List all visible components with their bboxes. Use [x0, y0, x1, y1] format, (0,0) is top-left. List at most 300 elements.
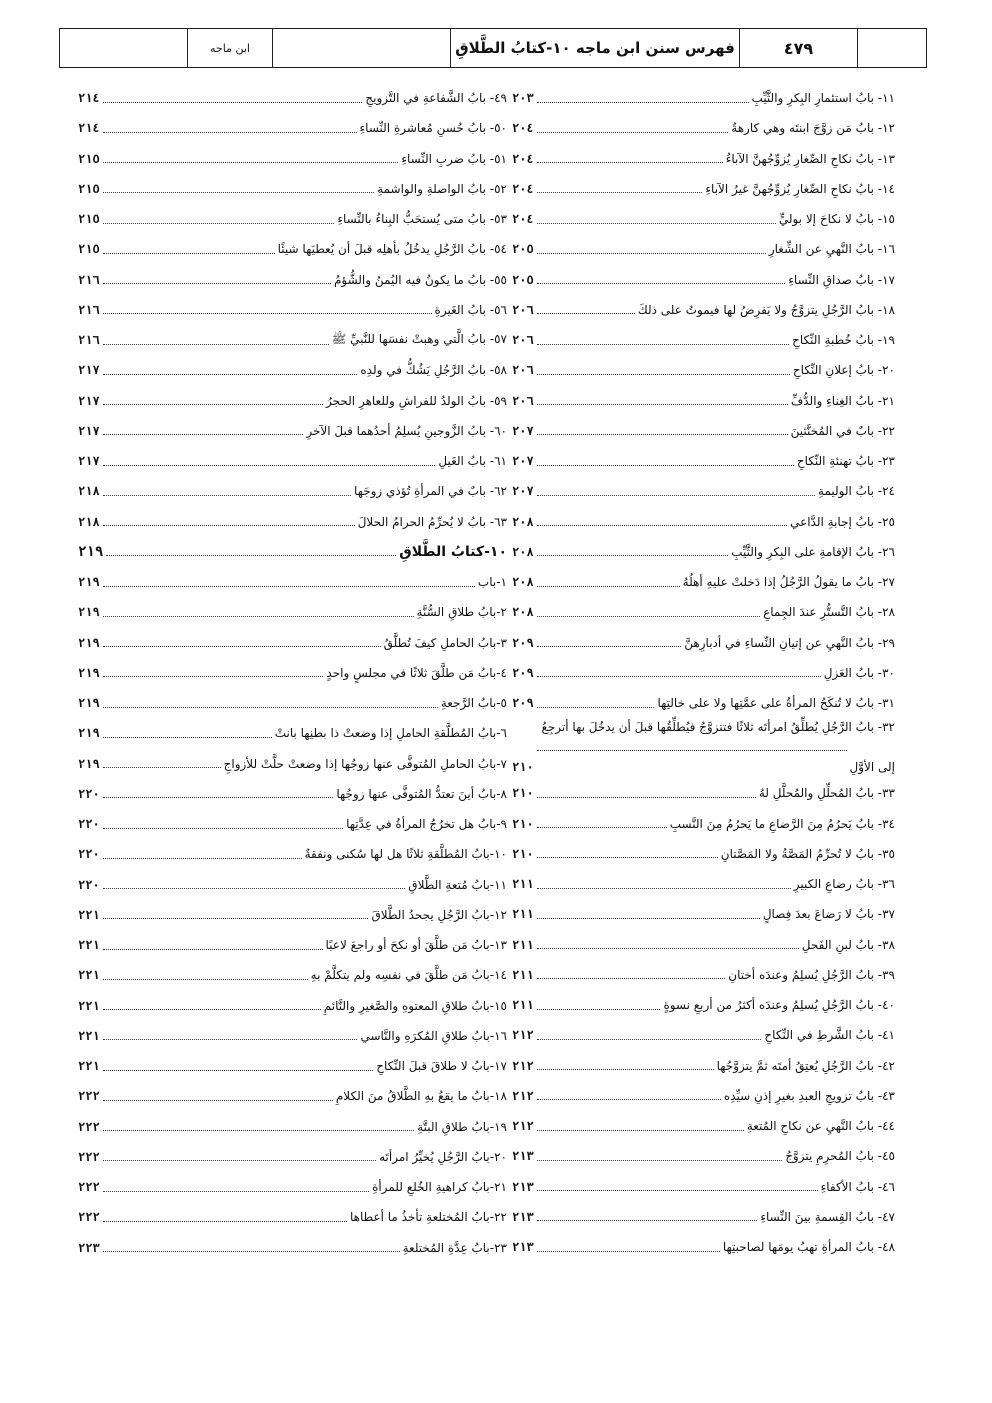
dot-leader	[537, 374, 790, 375]
toc-entry-page: ٢١٥	[78, 242, 100, 257]
toc-entry	[512, 416, 895, 446]
toc-entry-page: ٢٠٨	[512, 544, 534, 559]
toc-entry-title: ٢١- بابُ الغِناءِ والدُّفِّ	[790, 393, 895, 408]
toc-entry	[512, 718, 895, 778]
dot-leader	[103, 404, 323, 405]
toc-entry-page: ٢١٥	[78, 181, 100, 196]
dot-leader	[537, 1099, 721, 1100]
dot-leader	[103, 1100, 333, 1101]
toc-entry-page: ٢٠٣	[512, 91, 534, 106]
toc-entry	[512, 778, 895, 808]
toc-entry	[78, 416, 507, 446]
toc-entry	[78, 265, 507, 295]
toc-entry	[78, 900, 507, 930]
toc-entry	[78, 991, 507, 1021]
toc-entry-page: ٢١٦	[78, 272, 100, 287]
toc-entry	[512, 960, 895, 990]
toc-entry	[512, 295, 895, 325]
toc-entry	[512, 386, 895, 416]
toc-entry-title: ٢٨- بابُ التَّستُّرِ عندَ الجِماعِ	[763, 605, 895, 620]
toc-entry-title: ١٦-بابُ طلاقِ المُكرَهِ والنَّاسي	[360, 1028, 507, 1043]
dot-leader	[537, 253, 766, 254]
toc-entry	[512, 899, 895, 929]
toc-column-left	[78, 83, 507, 1263]
toc-entry	[512, 1232, 895, 1262]
toc-column-right	[512, 83, 895, 1262]
toc-entry	[512, 537, 895, 567]
toc-entry-title: ٤٩- بابُ الشَّفاعةِ في التَّزويجِ	[365, 91, 507, 106]
toc-entry	[78, 83, 507, 113]
toc-entry-title: ١٠-كتابُ الطَّلاقِ	[399, 543, 507, 560]
toc-entry-page: ٢١٤	[78, 121, 100, 136]
toc-entry-page: ٢١٢	[512, 1058, 534, 1073]
toc-entry-page: ٢٢١	[78, 968, 100, 983]
toc-entry-page: ٢٠٦	[512, 393, 534, 408]
dot-leader	[103, 979, 308, 980]
toc-entry-page: ٢٠٤	[512, 212, 534, 227]
dot-leader	[103, 495, 351, 496]
toc-entry	[512, 658, 895, 688]
toc-entry-title: ٣٦- بابُ رضاعِ الكبيرِ	[793, 877, 895, 892]
toc-entry-title: ٨-بابُ أينَ تعتدُّ المُتوفَّى عنها زوجُها	[336, 786, 507, 801]
toc-entry-title: ٦-بابُ المُطلَّقةِ الحاملِ إذا وضعتْ ذا بطنِها بانتْ	[274, 726, 507, 741]
toc-entry-page: ٢١٩	[78, 756, 100, 771]
toc-entry-title: ٤٠- بابُ الرَّجُلِ يُسلِمُ وعندَه أكثرُ من أربعِ نسوةٍ	[663, 998, 895, 1013]
toc-entry-title: ٢٩- بابُ النَّهيِ عن إتيانِ النِّساءِ في أدبارِهنَّ	[684, 635, 895, 650]
dot-leader	[103, 465, 436, 466]
dot-leader	[537, 948, 799, 949]
toc-entry-page: ٢٢٢	[78, 1089, 100, 1104]
toc-entry-title: ٣٢- بابُ الرَّجُلِ يُطلِّقُ امرأتَه ثلاثًا فتتزوَّجُ فيُطلِّقُها قبلَ أن يدخُلَ بها أترجِعُ	[541, 720, 895, 735]
toc-entry	[512, 1081, 895, 1111]
toc-entry-page: ٢١١	[512, 907, 534, 922]
toc-entry	[78, 204, 507, 234]
toc-entry	[78, 174, 507, 204]
toc-entry	[78, 446, 507, 476]
toc-entry-page: ٢٠٦	[512, 363, 534, 378]
dot-leader	[537, 1009, 661, 1010]
dot-leader	[537, 223, 776, 224]
toc-entry	[512, 930, 895, 960]
dot-leader	[537, 676, 821, 677]
toc-entry-title: ٤٨- بابُ المرأةِ تهبُ يومَها لصاحبتِها	[722, 1240, 895, 1255]
toc-entry-title: ١٧- بابُ صداقِ النِّساءِ	[788, 272, 895, 287]
toc-entry	[78, 658, 507, 688]
toc-entry-page: ٢٠٥	[512, 242, 534, 257]
toc-entry	[78, 688, 507, 718]
toc-entry-page: ٢٢٢	[78, 1119, 100, 1134]
toc-entry	[78, 386, 507, 416]
toc-entry-title: ١٦- بابُ النَّهيِ عن الشِّغارِ	[768, 242, 895, 257]
dot-leader	[103, 434, 304, 435]
dot-leader	[537, 404, 788, 405]
dot-leader	[537, 1130, 744, 1131]
toc-entry-title: ١٠-بابُ المُطلَّقةِ ثلاثًا هل لها سُكنى ونفقةٌ	[304, 847, 507, 862]
toc-entry	[512, 1111, 895, 1141]
toc-entry-page: ٢١٧	[78, 393, 100, 408]
toc-entry-title: ١١-بابُ مُتعةِ الطَّلاقِ	[408, 877, 507, 892]
toc-entry-page: ٢١٥	[78, 212, 100, 227]
toc-entry-title: ٦١- بابُ الغَيلِ	[438, 454, 507, 469]
toc-entry	[512, 628, 895, 658]
toc-entry-title: ١١- بابُ استئمارِ البِكرِ والثَّيِّبِ	[751, 91, 895, 106]
toc-entry	[512, 476, 895, 506]
toc-entry-page: ٢١٩	[78, 575, 100, 590]
toc-entry-page: ٢٠٥	[512, 272, 534, 287]
dot-leader	[103, 676, 324, 677]
toc-entry	[512, 990, 895, 1020]
toc-entry	[78, 355, 507, 385]
toc-entry-title: ٩-بابُ هل تخرُجُ المرأةُ في عِدَّتِها	[346, 817, 507, 832]
toc-entry	[78, 567, 507, 597]
toc-entry-page: ٢٠٤	[512, 181, 534, 196]
toc-entry	[512, 355, 895, 385]
toc-entry	[78, 1051, 507, 1081]
toc-entry-title: ٢٥- بابُ إجابةِ الدَّاعي	[790, 514, 895, 529]
dot-leader	[103, 253, 275, 254]
toc-entry	[78, 870, 507, 900]
toc-entry-page: ٢١٠	[512, 760, 534, 775]
header-cell-empty-left	[60, 29, 187, 67]
dot-leader	[103, 1160, 376, 1161]
toc-entry-title: ١٢-بابُ الرَّجُلِ يجحدُ الطَّلاقَ	[371, 907, 507, 922]
toc-entry	[512, 688, 895, 718]
dot-leader	[103, 1130, 414, 1131]
toc-entry-title: ٢٤- بابُ الوليمةِ	[818, 484, 895, 499]
toc-entry-page: ٢١٥	[78, 151, 100, 166]
toc-entry-page: ٢٠٤	[512, 151, 534, 166]
toc-entry-title: ٣٥- بابُ لا تُحرِّمُ المَصَّةُ ولا المَصَّتانِ	[720, 846, 895, 861]
dot-leader	[103, 102, 363, 103]
toc-entry-title: ٥٤- بابُ الرَّجُلِ يدخُلُ بأهلِه قبلَ أن يُعطيَها شيئًا	[277, 242, 507, 257]
toc-entry-title: ٣٨- بابُ لبنِ الفَحلِ	[801, 937, 895, 952]
toc-entry	[78, 930, 507, 960]
dot-leader	[537, 707, 655, 708]
toc-entry-title: ٥٦- بابُ الغَيرةِ	[434, 302, 507, 317]
dot-leader	[106, 555, 396, 556]
dot-leader	[537, 162, 723, 163]
dot-leader	[103, 1221, 347, 1222]
dot-leader	[537, 586, 680, 587]
dot-leader	[537, 283, 786, 284]
toc-entry-page: ٢٢٢	[78, 1149, 100, 1164]
toc-entry-page: ٢٠٩	[512, 635, 534, 650]
toc-entry-page: ٢٢١	[78, 1028, 100, 1043]
dot-leader	[537, 616, 760, 617]
toc-entry	[512, 1141, 895, 1171]
toc-entry-page: ٢٢١	[78, 938, 100, 953]
toc-entry-title: ٢-بابُ طلاقِ السُّنَّةِ	[416, 605, 507, 620]
dot-leader	[103, 949, 323, 950]
toc-entry-page: ٢١١	[512, 937, 534, 952]
dot-leader	[537, 750, 847, 751]
toc-entry-title: ١٤- بابُ نكاحِ الصِّغارِ يُزوِّجُهنَّ غيرُ الآباءِ	[705, 181, 895, 196]
toc-entry-page: ٢١١	[512, 967, 534, 982]
toc-entry-title: ٥٠- بابُ حُسنِ مُعاشرةِ النِّساءِ	[359, 121, 507, 136]
toc-entry-page: ٢٠٨	[512, 514, 534, 529]
toc-entry	[78, 144, 507, 174]
toc-entry-title: ٦٢- بابٌ في المرأةِ تُؤذي زوجَها	[354, 484, 507, 499]
toc-entry	[78, 749, 507, 779]
dot-leader	[537, 525, 787, 526]
toc-entry-page: ٢٠٦	[512, 333, 534, 348]
dot-leader	[537, 1251, 720, 1252]
dot-leader	[537, 434, 788, 435]
header-title: فهرس سنن ابن ماجه ١٠-كتابُ الطَّلاقِ	[450, 29, 739, 67]
toc-entry-title: ٣١- بابُ لا تُنكَحُ المرأةُ على عمَّتِها ولا على خالتِها	[657, 696, 895, 711]
toc-entry-page: ٢١٤	[78, 91, 100, 106]
toc-entry-page: ٢١٣	[512, 1209, 534, 1224]
toc-entry-title: ٢٠- بابُ إعلانِ النِّكاحِ	[792, 363, 895, 378]
dot-leader	[537, 192, 703, 193]
dot-leader	[103, 828, 343, 829]
toc-entry	[512, 174, 895, 204]
dot-leader	[103, 1070, 374, 1071]
toc-entry-page: ٢٢١	[78, 1059, 100, 1074]
toc-entry-title: ٢٣-بابُ عِدَّةِ المُختلعةِ	[402, 1240, 507, 1255]
dot-leader	[103, 1009, 321, 1010]
toc-entry-page: ٢١٨	[78, 484, 100, 499]
dot-leader	[103, 767, 221, 768]
toc-entry-page: ٢٢٠	[78, 817, 100, 832]
toc-entry-page: ٢٠٧	[512, 454, 534, 469]
toc-entry-title: ١٣-بابُ مَن طلَّقَ أو نكحَ أو راجعَ لاعبًا	[325, 938, 507, 953]
toc-entry-title: ٢٣- بابُ تهنئةِ النِّكاحِ	[796, 454, 895, 469]
toc-entry-title: ٤١- بابُ الشَّرطِ في النِّكاحِ	[764, 1028, 895, 1043]
toc-entry	[512, 869, 895, 899]
toc-entry-page: ٢٢٢	[78, 1210, 100, 1225]
toc-entry-page: ٢١٣	[512, 1179, 534, 1194]
dot-leader	[537, 888, 791, 889]
toc-entry-title: ٣٧- بابُ لا رَضاعَ بعدَ فِصالٍ	[762, 907, 895, 922]
toc-entry-page: ٢١٩	[78, 696, 100, 711]
toc-entry-page: ٢١٦	[78, 302, 100, 317]
header-cell-empty-right	[857, 29, 926, 67]
dot-leader	[103, 223, 335, 224]
toc-entry	[78, 809, 507, 839]
toc-entry-page: ٢١٢	[512, 1119, 534, 1134]
toc-entry	[78, 960, 507, 990]
toc-entry-title: ٥-بابُ الرَّجعةِ	[440, 696, 507, 711]
dot-leader	[103, 1251, 400, 1252]
dot-leader	[103, 586, 475, 587]
toc-entry-title: ٤-بابُ مَن طلَّقَ ثلاثًا في مجلسٍ واحدٍ	[326, 665, 507, 680]
toc-entry-title: ١٩-بابُ طلاقِ البتَّةِ	[417, 1119, 507, 1134]
toc-entry-page: ٢١٢	[512, 1088, 534, 1103]
toc-entry-title: ٤٢- بابُ الرَّجُلِ يُعتِقُ أمتَه ثمَّ يتزوَّجُها	[716, 1058, 895, 1073]
toc-entry-title: ٥٢- بابُ الواصلةِ والواشمةِ	[377, 181, 507, 196]
toc-entry-title: ٦٠- بابُ الزَّوجينِ يُسلِمُ أحدُهما قبلَ الآخرِ	[306, 423, 507, 438]
toc-entry-page: ٢١٩	[78, 605, 100, 620]
toc-entry	[512, 113, 895, 143]
toc-entry-title: ٥٥- بابُ ما يكونُ فيه اليُمنُ والشُّؤمُ	[333, 272, 507, 287]
dot-leader	[103, 344, 329, 345]
toc-entry-page: ٢٠٨	[512, 575, 534, 590]
dot-leader	[103, 192, 374, 193]
toc-entry-title: ١٧-بابُ لا طلاقَ قبلَ النِّكاحِ	[376, 1059, 507, 1074]
dot-leader	[537, 646, 682, 647]
dot-leader	[103, 918, 369, 919]
page-header	[59, 28, 927, 68]
toc-entry	[512, 1202, 895, 1232]
toc-entry-title: ٤٣- بابُ تزويجِ العبدِ بغيرِ إذنِ سيِّدِه	[723, 1088, 895, 1103]
toc-entry	[78, 1172, 507, 1202]
toc-entry	[78, 1021, 507, 1051]
toc-entry-page: ٢٢٣	[78, 1240, 100, 1255]
toc-entry-page: ٢١٢	[512, 1028, 534, 1043]
toc-entry-title: ١٢- بابُ مَن زوَّجَ ابنتَه وهي كارهةٌ	[731, 121, 895, 136]
toc-entry	[78, 1202, 507, 1232]
toc-entry-page: ٢٠٧	[512, 423, 534, 438]
toc-entry-page: ٢١٠	[512, 846, 534, 861]
toc-entry	[512, 1051, 895, 1081]
dot-leader	[537, 797, 756, 798]
toc-entry-page: ٢٢٠	[78, 847, 100, 862]
dot-leader	[537, 555, 728, 556]
toc-entry-title: ٣٩- بابُ الرَّجُلِ يُسلِمُ وعندَه أختانِ	[728, 967, 895, 982]
toc-entry-title: ٥١- بابُ ضربِ النِّساءِ	[401, 151, 507, 166]
toc-entry	[512, 234, 895, 264]
dot-leader	[103, 313, 432, 314]
toc-entry-title: ٢٠-بابُ الرَّجُلِ يُخيِّرُ امرأتَه	[379, 1149, 507, 1164]
toc-entry	[78, 1112, 507, 1142]
toc-entry	[78, 325, 507, 355]
toc-entry	[78, 234, 507, 264]
toc-entry-title: ٢١-بابُ كراهيةِ الخُلعِ للمرأةِ	[372, 1180, 507, 1195]
dot-leader	[103, 707, 438, 708]
dot-leader	[537, 827, 667, 828]
dot-leader	[537, 1069, 714, 1070]
toc-entry-title: ٣٣- بابُ المُحلِّلِ والمُحلَّلِ لهُ	[758, 786, 895, 801]
toc-entry	[78, 597, 507, 627]
dot-leader	[103, 797, 334, 798]
toc-entry-title-continued: إلى الأوَّلِ	[849, 760, 895, 775]
toc-entry-title: ٢٦- بابُ الإقامةِ على البِكرِ والثَّيِّبِ	[731, 544, 895, 559]
dot-leader	[537, 344, 789, 345]
dot-leader	[537, 918, 760, 919]
toc-entry-page: ٢٢٠	[78, 877, 100, 892]
dot-leader	[537, 495, 815, 496]
toc-entry-page: ٢٠٦	[512, 302, 534, 317]
toc-entry-title: ٥٨- بابُ الرَّجُلِ يَشُكُّ في ولدِه	[360, 363, 507, 378]
toc-entry-page: ٢١٩	[78, 726, 100, 741]
toc-entry-page: ٢١٨	[78, 514, 100, 529]
toc-entry-title: ١٥- بابُ لا نكاحَ إلا بوليٍّ	[778, 212, 895, 227]
dot-leader	[103, 1191, 369, 1192]
toc-entry-page: ٢١٣	[512, 1149, 534, 1164]
toc-entry-page: ٢١١	[512, 998, 534, 1013]
toc-entry-page: ٢٠٨	[512, 605, 534, 620]
toc-entry	[512, 204, 895, 234]
toc-entry-title: ٢٢- بابٌ في المُخنَّثينَ	[790, 423, 895, 438]
toc-entry-title: ٣٠- بابُ العَزلِ	[823, 665, 895, 680]
toc-entry-page: ٢١٧	[78, 423, 100, 438]
dot-leader	[537, 132, 729, 133]
toc-entry	[78, 1233, 507, 1263]
toc-entry-page: ٢٢١	[78, 907, 100, 922]
toc-entry-page: ٢١٩	[78, 543, 104, 560]
toc-entry-title: ٤٤- بابُ النَّهيِ عن نكاحِ المُتعةِ	[746, 1119, 895, 1134]
toc-entry-page: ٢٠٩	[512, 665, 534, 680]
dot-leader	[103, 646, 381, 647]
toc-entry	[78, 628, 507, 658]
toc-entry-page: ٢١٠	[512, 816, 534, 831]
dot-leader	[103, 888, 406, 889]
toc-entry	[512, 144, 895, 174]
dot-leader	[537, 857, 718, 858]
toc-entry	[78, 295, 507, 325]
toc-entry-title: ٥٧- بابُ الَّتي وهبتْ نفسَها للنَّبيِّ ﷺ	[331, 331, 507, 346]
toc-entry-page: ٢٢٠	[78, 786, 100, 801]
dot-leader	[103, 1039, 358, 1040]
toc-entry-title: ٤٦- بابُ الأكفاءِ	[820, 1179, 895, 1194]
toc-entry-title: ١٨-بابُ ما يقعُ بهِ الطَّلاقُ منَ الكلامِ	[335, 1089, 507, 1104]
toc-entry	[78, 1081, 507, 1111]
dot-leader	[103, 132, 357, 133]
toc-entry	[512, 567, 895, 597]
dot-leader	[103, 162, 399, 163]
toc-entry	[512, 1020, 895, 1050]
toc-entry	[512, 446, 895, 476]
dot-leader	[103, 283, 331, 284]
toc-entry-page: ٢١١	[512, 877, 534, 892]
dot-leader	[537, 978, 726, 979]
toc-entry-title: ١-باب	[477, 575, 507, 590]
toc-entry-page: ٢١٧	[78, 454, 100, 469]
toc-entry	[512, 83, 895, 113]
toc-entry-page: ٢٠٤	[512, 121, 534, 136]
dot-leader	[103, 737, 272, 738]
toc-entry-title: ١٨- بابُ الرَّجُلِ يتزوَّجُ ولا يَفرِضُ لها فيموتُ على ذلكَ	[637, 302, 895, 317]
toc-entry-page: ٢٠٧	[512, 484, 534, 499]
toc-entry	[78, 507, 507, 537]
toc-entry-page: ٢٢٢	[78, 1180, 100, 1195]
dot-leader	[537, 1039, 762, 1040]
toc-entry-title: ٤٥- بابُ المُحرِمِ يتزوَّجُ	[785, 1149, 895, 1164]
dot-leader	[537, 1160, 783, 1161]
toc-entry	[78, 113, 507, 143]
dot-leader	[537, 1220, 758, 1221]
toc-entry-title: ٧-بابُ الحاملِ المُتوفَّى عنها زوجُها إذا وضعتْ حلَّتْ للأزواجِ	[223, 756, 507, 771]
toc-entry-page: ٢١٩	[78, 665, 100, 680]
dot-leader	[537, 313, 635, 314]
toc-entry	[78, 779, 507, 809]
dot-leader	[103, 858, 302, 859]
toc-entry	[512, 839, 895, 869]
dot-leader	[103, 525, 355, 526]
toc-entry-title: ١٤-بابُ مَن طلَّقَ في نفسِه ولم يتكلَّمْ بهِ	[310, 968, 507, 983]
toc-entry-title: ٤٧- بابُ القِسمةِ بينَ النِّساءِ	[760, 1209, 895, 1224]
toc-entry-title: ٣٤- بابُ يَحرُمُ مِنَ الرَّضاعِ ما يَحرُمُ مِنَ النَّسبِ	[669, 816, 895, 831]
toc-entry	[78, 1142, 507, 1172]
header-cell-empty-middle	[272, 29, 450, 67]
toc-book-heading	[78, 537, 507, 567]
toc-entry	[512, 597, 895, 627]
toc-entry	[512, 325, 895, 355]
toc-entry-title: ٣-بابُ الحاملِ كيفَ تُطلَّقُ	[383, 635, 507, 650]
toc-entry-title: ٢٧- بابُ ما يقولُ الرَّجُلُ إذا دَخلتْ عليهِ أهلُهُ	[682, 575, 895, 590]
toc-entry-page: ٢٠٩	[512, 696, 534, 711]
toc-entry-page: ٢١٣	[512, 1240, 534, 1255]
toc-entry-page: ٢١٩	[78, 635, 100, 650]
toc-entry-page: ٢١٠	[512, 786, 534, 801]
toc-entry-page: ٢٢١	[78, 998, 100, 1013]
toc-entry-title: ١٩- بابُ خُطبةِ النِّكاحِ	[792, 333, 895, 348]
dot-leader	[103, 616, 414, 617]
toc-entry	[512, 507, 895, 537]
toc-entry	[512, 1172, 895, 1202]
toc-entry-title: ٢٢-بابُ المُختلعةِ تأخذُ ما أعطاها	[349, 1210, 507, 1225]
